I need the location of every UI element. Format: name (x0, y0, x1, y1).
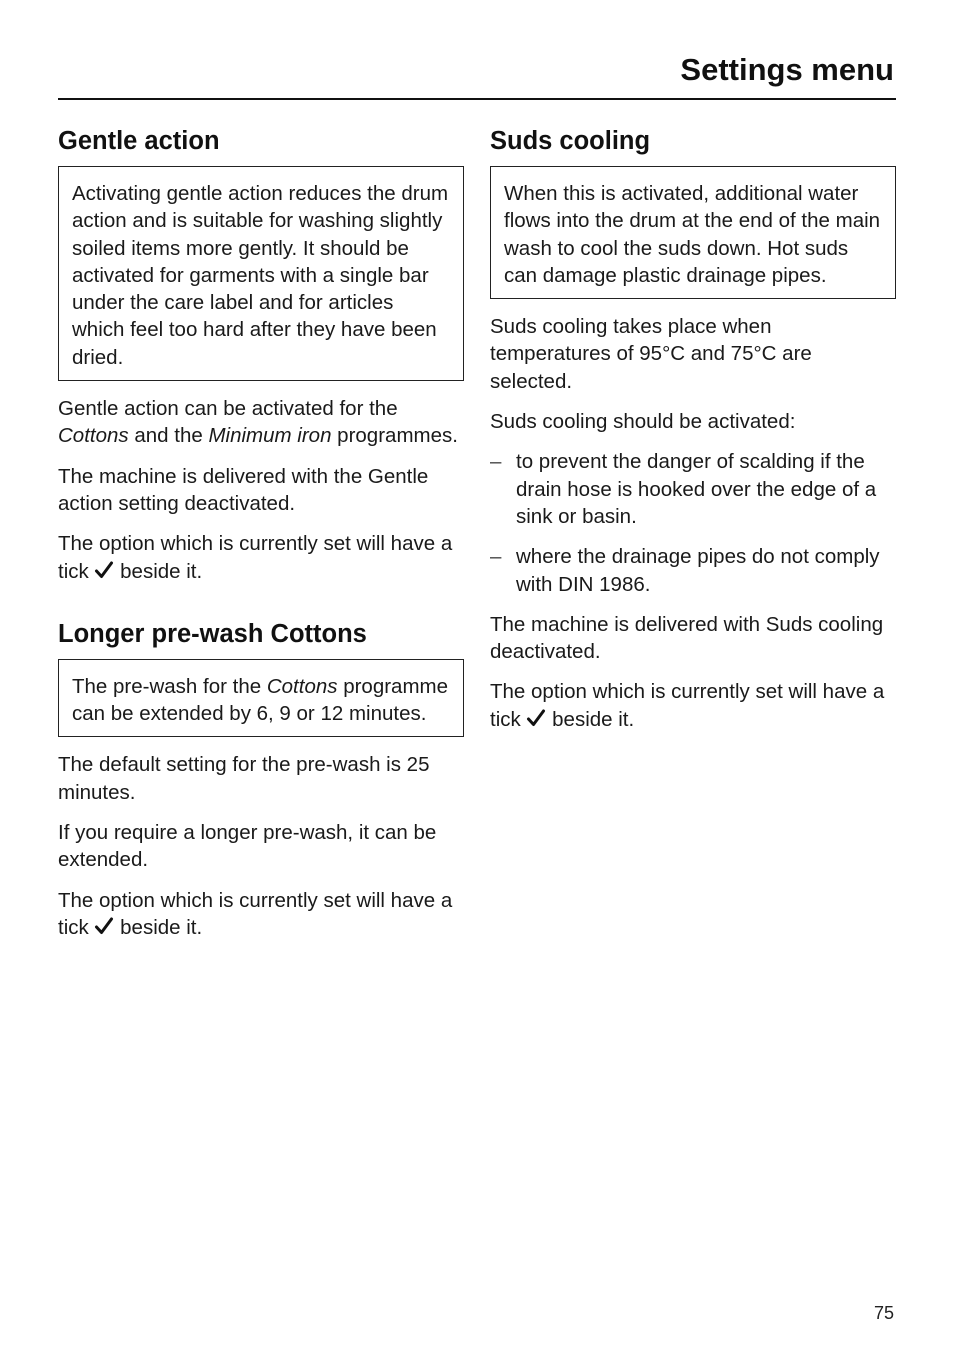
longer-prewash-heading: Longer pre-wash Cottons (58, 619, 367, 648)
page-number: 75 (873, 1303, 894, 1323)
longer-prewash-section (58, 617, 464, 941)
header-divider (58, 98, 896, 100)
suds-cooling-section (490, 124, 896, 733)
programme-name: Cottons (58, 424, 129, 448)
right-column (490, 124, 896, 746)
suds-cooling-temperatures: Suds cooling takes place when temperatures of 95°C and 75°C are selected. (490, 315, 812, 393)
check-icon (94, 560, 114, 580)
longer-prewash-info-box: The pre-wash for the Cottons programme can be extended by 6, 9 or 12 minutes. (58, 659, 464, 738)
gentle-action-availability: Gentle action can be activated for the Cottons and the Minimum iron programmes. (58, 397, 458, 448)
suds-cooling-default: The machine is delivered with Suds cooling deactivated. (490, 612, 884, 664)
programme-name: Cottons (266, 674, 338, 698)
gentle-action-info-box: Activating gentle action reduces the drum action and is suitable for washing slightly soiled items more gently. It should be activated for garments with a single bar under the care label and for articles which feel too hard after they have been dried. (58, 166, 464, 381)
check-icon (526, 708, 546, 728)
suds-cooling-tick-note: The option which is currently set will have a tick beside it. (490, 680, 885, 731)
left-column (58, 124, 464, 954)
prewash-tick-note: The option which is currently set will have a tick beside it. (58, 888, 453, 939)
programme-name: Minimum iron (208, 424, 332, 448)
list-item: – where the drainage pipes do not comply with DIN 1986. (490, 545, 880, 596)
suds-cooling-heading: Suds cooling (490, 127, 651, 155)
gentle-action-heading: Gentle action (58, 127, 220, 155)
suds-cooling-info-box: When this is activated, additional water flows into the drum at the end of the main wash to cool the suds down. Hot suds can damage plastic drainage pipes. (490, 166, 896, 299)
prewash-default-setting: The default setting for the pre-wash is 25 minutes. (58, 753, 430, 804)
dash-bullet: – (490, 450, 502, 474)
suds-cooling-when-intro: Suds cooling should be activated: (490, 410, 796, 434)
dash-bullet: – (490, 545, 502, 569)
gentle-action-tick-note: The option which is currently set will have a tick beside it. (58, 532, 453, 583)
check-icon (94, 916, 114, 936)
list-item: – to prevent the danger of scalding if the drain hose is hooked over the edge of a sink or basin. (490, 450, 877, 528)
gentle-action-default: The machine is delivered with the Gentle action setting deactivated. (58, 464, 429, 515)
prewash-extension-note: If you require a longer pre-wash, it can be extended. (58, 821, 437, 872)
gentle-action-section (58, 124, 464, 585)
page-title: Settings menu (680, 52, 894, 87)
